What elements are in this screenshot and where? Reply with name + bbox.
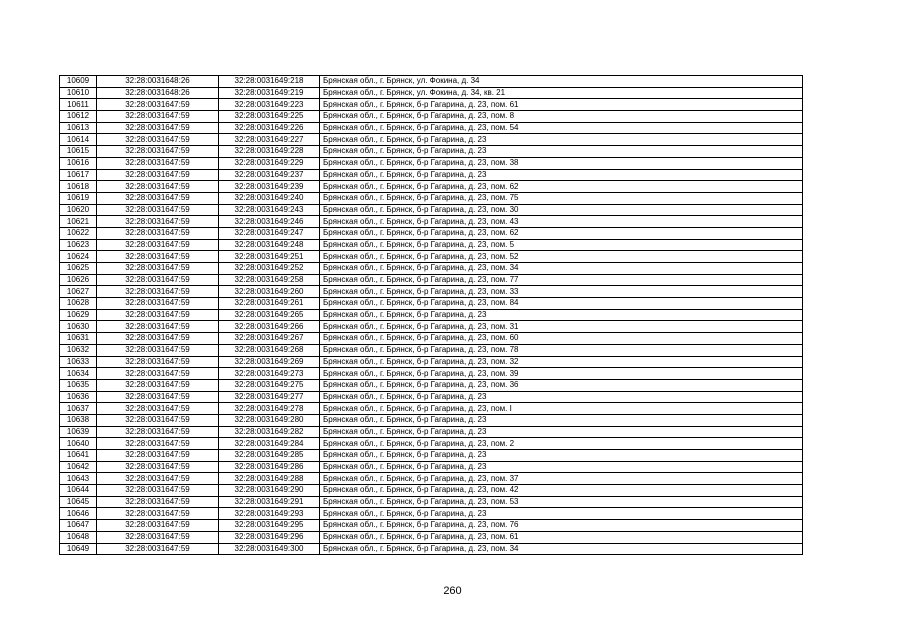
address-cell: Брянская обл., г. Брянск, б-р Гагарина, д. 23, пом. 38 [320,157,803,169]
address-cell: Брянская обл., г. Брянск, б-р Гагарина, д. 23, пом. 78 [320,344,803,356]
parcel-number-cell: 32:28:0031647:59 [97,473,219,485]
row-number-cell: 10633 [60,356,97,368]
object-number-cell: 32:28:0031649:247 [219,227,320,239]
parcel-number-cell: 32:28:0031647:59 [97,263,219,275]
table-row [60,379,803,391]
row-number-cell: 10625 [60,263,97,275]
table-row [60,356,803,368]
object-number-cell: 32:28:0031649:228 [219,146,320,158]
address-cell: Брянская обл., г. Брянск, б-р Гагарина, д. 23, пом. 61 [320,531,803,543]
parcel-number-cell: 32:28:0031647:59 [97,298,219,310]
row-number-cell: 10618 [60,181,97,193]
table-row [60,309,803,321]
parcel-number-cell: 32:28:0031647:59 [97,403,219,415]
address-cell: Брянская обл., г. Брянск, б-р Гагарина, д. 23 [320,450,803,462]
object-number-cell: 32:28:0031649:239 [219,181,320,193]
row-number-cell: 10635 [60,379,97,391]
table-row [60,216,803,228]
address-cell: Брянская обл., г. Брянск, б-р Гагарина, д. 23, пом. 84 [320,298,803,310]
table-row [60,438,803,450]
parcel-number-cell: 32:28:0031647:59 [97,286,219,298]
parcel-number-cell: 32:28:0031647:59 [97,99,219,111]
row-number-cell: 10612 [60,111,97,123]
row-number-cell: 10610 [60,87,97,99]
parcel-number-cell: 32:28:0031647:59 [97,274,219,286]
row-number-cell: 10620 [60,204,97,216]
table-row [60,321,803,333]
parcel-number-cell: 32:28:0031647:59 [97,531,219,543]
table-row [60,134,803,146]
address-cell: Брянская обл., г. Брянск, б-р Гагарина, д. 23, пом. 39 [320,368,803,380]
table-row [60,391,803,403]
object-number-cell: 32:28:0031649:229 [219,157,320,169]
address-cell: Брянская обл., г. Брянск, ул. Фокина, д. 34 [320,76,803,88]
parcel-number-cell: 32:28:0031647:59 [97,169,219,181]
table-row [60,403,803,415]
object-number-cell: 32:28:0031649:291 [219,496,320,508]
table-row [60,204,803,216]
table-row [60,368,803,380]
parcel-number-cell: 32:28:0031647:59 [97,134,219,146]
parcel-number-cell: 32:28:0031647:59 [97,414,219,426]
address-cell: Брянская обл., г. Брянск, б-р Гагарина, д. 23, пом. 34 [320,263,803,275]
address-cell: Брянская обл., г. Брянск, б-р Гагарина, д. 23, пом. 53 [320,496,803,508]
parcel-number-cell: 32:28:0031647:59 [97,520,219,532]
object-number-cell: 32:28:0031649:252 [219,263,320,275]
table-row [60,99,803,111]
address-cell: Брянская обл., г. Брянск, б-р Гагарина, д. 23, пом. 32 [320,356,803,368]
address-cell: Брянская обл., г. Брянск, б-р Гагарина, д. 23, пом. 60 [320,333,803,345]
table-row [60,239,803,251]
object-number-cell: 32:28:0031649:248 [219,239,320,251]
row-number-cell: 10640 [60,438,97,450]
row-number-cell: 10649 [60,543,97,555]
parcel-number-cell: 32:28:0031648:26 [97,76,219,88]
object-number-cell: 32:28:0031649:290 [219,485,320,497]
row-number-cell: 10648 [60,531,97,543]
parcel-number-cell: 32:28:0031647:59 [97,379,219,391]
table-row [60,227,803,239]
object-number-cell: 32:28:0031649:286 [219,461,320,473]
object-number-cell: 32:28:0031649:275 [219,379,320,391]
row-number-cell: 10630 [60,321,97,333]
parcel-number-cell: 32:28:0031647:59 [97,333,219,345]
parcel-number-cell: 32:28:0031647:59 [97,426,219,438]
row-number-cell: 10617 [60,169,97,181]
object-number-cell: 32:28:0031649:260 [219,286,320,298]
address-cell: Брянская обл., г. Брянск, б-р Гагарина, д. 23 [320,169,803,181]
object-number-cell: 32:28:0031649:268 [219,344,320,356]
address-cell: Брянская обл., г. Брянск, б-р Гагарина, д. 23 [320,146,803,158]
object-number-cell: 32:28:0031649:226 [219,122,320,134]
row-number-cell: 10641 [60,450,97,462]
table-row [60,450,803,462]
table-row [60,531,803,543]
address-cell: Брянская обл., г. Брянск, б-р Гагарина, д. 23 [320,134,803,146]
table-row [60,263,803,275]
object-number-cell: 32:28:0031649:266 [219,321,320,333]
object-number-cell: 32:28:0031649:246 [219,216,320,228]
object-number-cell: 32:28:0031649:278 [219,403,320,415]
row-number-cell: 10643 [60,473,97,485]
row-number-cell: 10628 [60,298,97,310]
table-body [60,76,803,555]
object-number-cell: 32:28:0031649:240 [219,192,320,204]
row-number-cell: 10636 [60,391,97,403]
parcel-number-cell: 32:28:0031647:59 [97,321,219,333]
table-row [60,111,803,123]
table-row [60,274,803,286]
row-number-cell: 10645 [60,496,97,508]
row-number-cell: 10616 [60,157,97,169]
row-number-cell: 10621 [60,216,97,228]
table-row [60,146,803,158]
row-number-cell: 10626 [60,274,97,286]
address-cell: Брянская обл., г. Брянск, б-р Гагарина, д. 23, пом. 2 [320,438,803,450]
address-cell: Брянская обл., г. Брянск, б-р Гагарина, д. 23, пом. 43 [320,216,803,228]
object-number-cell: 32:28:0031649:223 [219,99,320,111]
object-number-cell: 32:28:0031649:295 [219,520,320,532]
table-row [60,169,803,181]
row-number-cell: 10627 [60,286,97,298]
parcel-number-cell: 32:28:0031647:59 [97,181,219,193]
row-number-cell: 10615 [60,146,97,158]
parcel-number-cell: 32:28:0031647:59 [97,192,219,204]
table-row [60,473,803,485]
row-number-cell: 10642 [60,461,97,473]
row-number-cell: 10647 [60,520,97,532]
object-number-cell: 32:28:0031649:237 [219,169,320,181]
parcel-number-cell: 32:28:0031647:59 [97,438,219,450]
address-cell: Брянская обл., г. Брянск, б-р Гагарина, д. 23 [320,426,803,438]
object-number-cell: 32:28:0031649:288 [219,473,320,485]
object-number-cell: 32:28:0031649:258 [219,274,320,286]
parcel-number-cell: 32:28:0031647:59 [97,204,219,216]
row-number-cell: 10614 [60,134,97,146]
address-cell: Брянская обл., г. Брянск, б-р Гагарина, д. 23, пом. 37 [320,473,803,485]
address-cell: Брянская обл., г. Брянск, б-р Гагарина, д. 23, пом. 8 [320,111,803,123]
row-number-cell: 10619 [60,192,97,204]
table-row [60,192,803,204]
address-cell: Брянская обл., г. Брянск, б-р Гагарина, д. 23 [320,414,803,426]
parcel-number-cell: 32:28:0031647:59 [97,309,219,321]
object-number-cell: 32:28:0031649:267 [219,333,320,345]
table-row [60,344,803,356]
object-number-cell: 32:28:0031649:277 [219,391,320,403]
row-number-cell: 10611 [60,99,97,111]
parcel-number-cell: 32:28:0031647:59 [97,461,219,473]
address-cell: Брянская обл., г. Брянск, б-р Гагарина, д. 23, пом. 62 [320,181,803,193]
parcel-number-cell: 32:28:0031647:59 [97,239,219,251]
row-number-cell: 10631 [60,333,97,345]
object-number-cell: 32:28:0031649:251 [219,251,320,263]
table-row [60,181,803,193]
table-row [60,543,803,555]
object-number-cell: 32:28:0031649:218 [219,76,320,88]
object-number-cell: 32:28:0031649:219 [219,87,320,99]
table-row [60,414,803,426]
address-cell: Брянская обл., г. Брянск, б-р Гагарина, д. 23 [320,508,803,520]
parcel-number-cell: 32:28:0031647:59 [97,111,219,123]
address-cell: Брянская обл., г. Брянск, б-р Гагарина, д. 23, пом. 54 [320,122,803,134]
address-cell: Брянская обл., г. Брянск, б-р Гагарина, д. 23, пом. 62 [320,227,803,239]
row-number-cell: 10623 [60,239,97,251]
parcel-number-cell: 32:28:0031647:59 [97,543,219,555]
parcel-number-cell: 32:28:0031647:59 [97,216,219,228]
address-cell: Брянская обл., г. Брянск, б-р Гагарина, д. 23, пом. 77 [320,274,803,286]
table-row [60,485,803,497]
table-row [60,298,803,310]
object-number-cell: 32:28:0031649:285 [219,450,320,462]
row-number-cell: 10646 [60,508,97,520]
row-number-cell: 10622 [60,227,97,239]
row-number-cell: 10637 [60,403,97,415]
table-row [60,508,803,520]
table-row [60,122,803,134]
row-number-cell: 10644 [60,485,97,497]
row-number-cell: 10629 [60,309,97,321]
address-cell: Брянская обл., г. Брянск, б-р Гагарина, д. 23, пом. 42 [320,485,803,497]
table-row [60,520,803,532]
parcel-number-cell: 32:28:0031647:59 [97,146,219,158]
address-cell: Брянская обл., г. Брянск, б-р Гагарина, д. 23, пом. 61 [320,99,803,111]
object-number-cell: 32:28:0031649:261 [219,298,320,310]
cadastral-table [59,75,803,555]
table-row [60,426,803,438]
address-cell: Брянская обл., г. Брянск, ул. Фокина, д. 34, кв. 21 [320,87,803,99]
parcel-number-cell: 32:28:0031647:59 [97,227,219,239]
object-number-cell: 32:28:0031649:269 [219,356,320,368]
address-cell: Брянская обл., г. Брянск, б-р Гагарина, д. 23, пом. 76 [320,520,803,532]
object-number-cell: 32:28:0031649:296 [219,531,320,543]
address-cell: Брянская обл., г. Брянск, б-р Гагарина, д. 23, пом. 52 [320,251,803,263]
address-cell: Брянская обл., г. Брянск, б-р Гагарина, д. 23, пом. 5 [320,239,803,251]
parcel-number-cell: 32:28:0031647:59 [97,344,219,356]
address-cell: Брянская обл., г. Брянск, б-р Гагарина, д. 23, пом. 36 [320,379,803,391]
table-row [60,76,803,88]
table-row [60,496,803,508]
row-number-cell: 10634 [60,368,97,380]
parcel-number-cell: 32:28:0031647:59 [97,496,219,508]
object-number-cell: 32:28:0031649:265 [219,309,320,321]
table-row [60,157,803,169]
parcel-number-cell: 32:28:0031647:59 [97,485,219,497]
row-number-cell: 10624 [60,251,97,263]
page-number: 260 [443,585,462,597]
parcel-number-cell: 32:28:0031648:26 [97,87,219,99]
table-row [60,87,803,99]
object-number-cell: 32:28:0031649:227 [219,134,320,146]
row-number-cell: 10609 [60,76,97,88]
address-cell: Брянская обл., г. Брянск, б-р Гагарина, д. 23 [320,309,803,321]
parcel-number-cell: 32:28:0031647:59 [97,450,219,462]
object-number-cell: 32:28:0031649:293 [219,508,320,520]
address-cell: Брянская обл., г. Брянск, б-р Гагарина, д. 23, пом. 75 [320,192,803,204]
object-number-cell: 32:28:0031649:284 [219,438,320,450]
object-number-cell: 32:28:0031649:243 [219,204,320,216]
address-cell: Брянская обл., г. Брянск, б-р Гагарина, д. 23 [320,391,803,403]
address-cell: Брянская обл., г. Брянск, б-р Гагарина, д. 23, пом. 31 [320,321,803,333]
address-cell: Брянская обл., г. Брянск, б-р Гагарина, д. 23, пом. 30 [320,204,803,216]
object-number-cell: 32:28:0031649:273 [219,368,320,380]
row-number-cell: 10639 [60,426,97,438]
table-row [60,251,803,263]
object-number-cell: 32:28:0031649:300 [219,543,320,555]
parcel-number-cell: 32:28:0031647:59 [97,391,219,403]
parcel-number-cell: 32:28:0031647:59 [97,122,219,134]
address-cell: Брянская обл., г. Брянск, б-р Гагарина, д. 23 [320,461,803,473]
address-cell: Брянская обл., г. Брянск, б-р Гагарина, д. 23, пом. 34 [320,543,803,555]
parcel-number-cell: 32:28:0031647:59 [97,251,219,263]
row-number-cell: 10638 [60,414,97,426]
address-cell: Брянская обл., г. Брянск, б-р Гагарина, д. 23, пом. 33 [320,286,803,298]
table-row [60,461,803,473]
parcel-number-cell: 32:28:0031647:59 [97,356,219,368]
row-number-cell: 10613 [60,122,97,134]
parcel-number-cell: 32:28:0031647:59 [97,368,219,380]
object-number-cell: 32:28:0031649:225 [219,111,320,123]
object-number-cell: 32:28:0031649:282 [219,426,320,438]
table-row [60,286,803,298]
address-cell: Брянская обл., г. Брянск, б-р Гагарина, д. 23, пом. I [320,403,803,415]
table-row [60,333,803,345]
row-number-cell: 10632 [60,344,97,356]
parcel-number-cell: 32:28:0031647:59 [97,157,219,169]
object-number-cell: 32:28:0031649:280 [219,414,320,426]
parcel-number-cell: 32:28:0031647:59 [97,508,219,520]
